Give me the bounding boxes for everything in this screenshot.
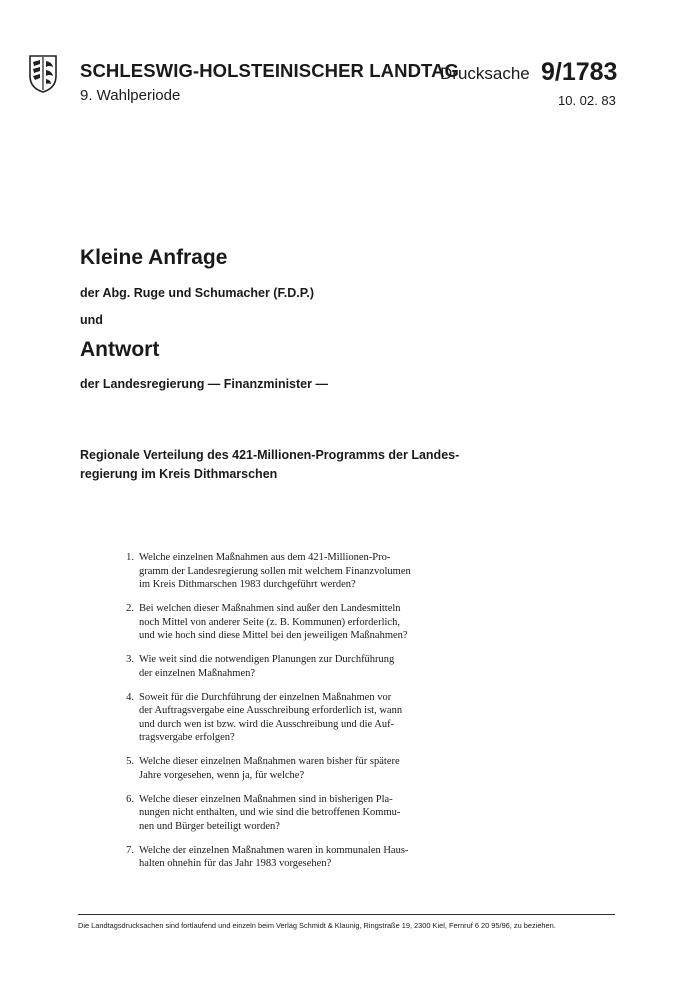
question-item bbox=[114, 653, 444, 680]
question-number: 2. bbox=[126, 603, 134, 614]
footer-note: Die Landtagsdrucksachen sind fortlaufend und einzeln beim Verlag Schmidt & Klaunig, Ringstraße 19, 2300 Kiel, Fernruf 6 20 95/96, zu beziehen. bbox=[78, 921, 556, 930]
parliament-name: SCHLESWIG-HOLSTEINISCHER LANDTAG bbox=[80, 60, 460, 81]
question-list bbox=[114, 551, 444, 881]
question-text-line: gramm der Landesregierung sollen mit welchem Finanzvolumen bbox=[139, 565, 411, 577]
question-text-line: Welche der einzelnen Maßnahmen waren in kommunalen Haus- bbox=[139, 844, 409, 856]
question-item bbox=[114, 755, 444, 782]
question-text-line: tragsvergabe erfolgen? bbox=[139, 732, 235, 743]
question-text-line: der Auftragsvergabe eine Ausschreibung erforderlich ist, wann bbox=[139, 705, 403, 716]
question-number: 7. bbox=[126, 844, 134, 856]
subject-title bbox=[80, 446, 460, 484]
respondent-line: der Landesregierung — Finanzminister — bbox=[80, 377, 328, 391]
question-number: 5. bbox=[126, 756, 134, 767]
question-text-line: und durch wen ist bzw. wird die Ausschreibung und die Auf- bbox=[139, 718, 395, 730]
footer-divider bbox=[78, 914, 615, 915]
legislative-period: 9. Wahlperiode bbox=[80, 87, 181, 104]
question-text-line: Welche dieser einzelnen Maßnahmen sind in bisherigen Pla- bbox=[139, 793, 393, 805]
question-number: 6. bbox=[126, 793, 134, 805]
question-text-line: der einzelnen Maßnahmen? bbox=[139, 667, 256, 679]
question-text-line: und wie hoch sind diese Mittel bei den jeweiligen Maßnahmen? bbox=[139, 630, 408, 641]
question-item bbox=[114, 793, 444, 834]
drucksache-number: 9/1783 bbox=[541, 58, 618, 86]
question-number: 4. bbox=[126, 691, 134, 703]
authors-line: der Abg. Ruge und Schumacher (F.D.P.) bbox=[80, 286, 315, 300]
subject-line: Regionale Verteilung des 421-Millionen-Programms der Landes- bbox=[80, 448, 460, 462]
question-text-line: Welche dieser einzelnen Maßnahmen waren bisher für spätere bbox=[139, 756, 400, 767]
question-text-line: Soweit für die Durchführung der einzelnen Maßnahmen vor bbox=[139, 691, 392, 703]
heading-kleine-anfrage: Kleine Anfrage bbox=[80, 246, 228, 269]
subject-line: regierung im Kreis Dithmarschen bbox=[80, 467, 278, 481]
question-text-line: noch Mittel von anderer Seite (z. B. Kommunen) erforderlich, bbox=[139, 616, 400, 628]
question-item bbox=[114, 602, 444, 643]
document-date: 10. 02. 83 bbox=[558, 93, 616, 108]
coat-of-arms-icon bbox=[28, 54, 58, 94]
question-text-line: nungen nicht enthalten, und wie sind die betroffenen Kommu- bbox=[139, 807, 401, 818]
question-text-line: im Kreis Dithmarschen 1983 durchgeführt werden? bbox=[139, 579, 356, 590]
question-text-line: Bei welchen dieser Maßnahmen sind außer den Landesmitteln bbox=[139, 603, 401, 614]
heading-antwort: Antwort bbox=[80, 338, 160, 361]
question-item bbox=[114, 691, 444, 745]
drucksache-label: Drucksache bbox=[440, 64, 530, 83]
conjunction-line: und bbox=[80, 313, 103, 327]
question-item bbox=[114, 844, 444, 871]
question-text-line: Welche einzelnen Maßnahmen aus dem 421-Millionen-Pro- bbox=[139, 552, 391, 563]
question-number: 3. bbox=[126, 654, 134, 665]
question-item bbox=[114, 551, 444, 592]
question-text-line: halten ohnehin für das Jahr 1983 vorgesehen? bbox=[139, 858, 332, 869]
question-number: 1. bbox=[126, 552, 134, 563]
question-text-line: Jahre vorgesehen, wenn ja, für welche? bbox=[139, 769, 305, 781]
question-text-line: Wie weit sind die notwendigen Planungen zur Durchführung bbox=[139, 654, 395, 665]
question-text-line: nen und Bürger beteiligt worden? bbox=[139, 820, 280, 832]
